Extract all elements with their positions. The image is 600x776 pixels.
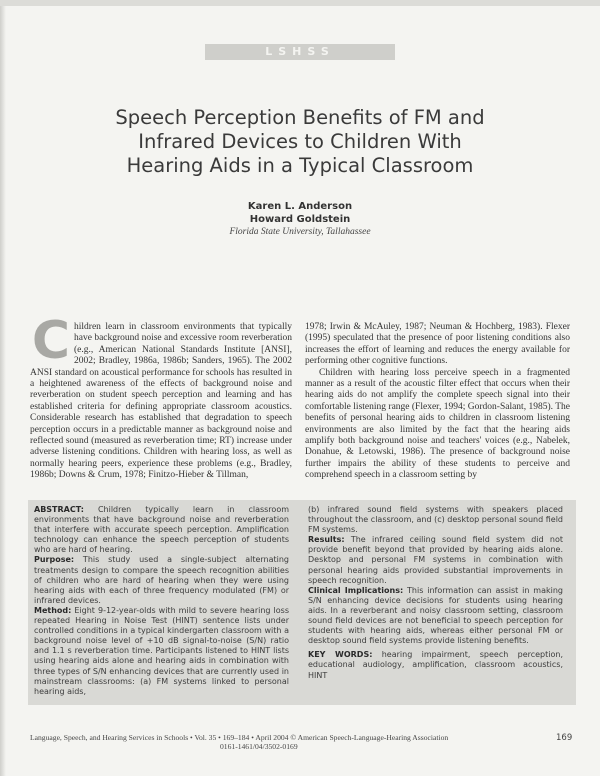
abstract-paragraph [34,606,289,697]
abstract-label: Results: [308,535,345,545]
abstract-text: The infrared ceiling sound field system did not provide benefit beyond that provided by hearing aids alone. Desktop and personal FM systems in combination with personal hearing aids provided substantial improvements in speech recognition. [308,535,563,585]
body-paragraph-text: hildren learn in classroom environments that typically have background noise and excessive room reverberation (e.g., American National Standards Institute [ANSI], 2002; Bradley, 1986a, 1986b; Sanders, 1965). The 2002 ANSI standard on acoustical performance for schools has resulted in a heightened awareness of the effects of background noise and reverberation on student speech perception and learning and has established criteria for defining appropriate classroom acoustics. Considerable research has established that degradation to speech perception occurs in a predictable manner as background noise and reflected sound (measured as reverberation time; RT) increase under adverse listening conditions. Children with hearing loss, as well as normally hearing peers, experience these problems (e.g., Bradley, 1986b; Downs & Crum, 1978; Finitzo-Hieber & Tillman, [30,322,292,481]
scan-top-strip [0,0,600,6]
abstract-text: Children typically learn in classroom environments that have background noise and reverberation that interfere with accurate speech perception. Amplification technology can enhance the speech perception of students who are hard of hearing. [34,505,289,555]
issn-line: 0161-1461/04/3502-0169 [220,742,298,751]
abstract-label: Clinical Implications: [308,585,404,595]
body-paragraph: Children with hearing loss perceive speech in a fragmented manner as a result of the acoustic filter effect that occurs when their hearing aids do not amplify the complete speech signal into their comfortable listening range (Flexer, 1994; Gordon-Salant, 1985). The benefits of personal hearing aids to children in classroom listening environments are also limited by the fact that the hearing aids amplify both background noise and teachers' voices (e.g., Nabelek, Donahue, & Letowski, 1986). The presence of background noise further impairs the ability of these students to perceive and comprehend speech in a classroom setting by [305,367,570,481]
abstract-paragraph [308,586,563,647]
abstract-text: Eight 9-12-year-olds with mild to severe hearing loss repeated Hearing in Noise Test (HINT) sentence lists under controlled conditions in a typical kindergarten classroom with a background noise level of +10 dB signal-to-noise (S/N) ratio and 1.1 s reverberation time. Participants listened to HINT lists using hearing aids alone and hearing aids in combination with three types of S/N enhancing devices that are currently used in mainstream classrooms: (a) FM systems linked to personal hearing aids, [34,605,289,696]
abstract-text: This information can assist in making S/N enhancing device decisions for students using hearing aids. In a reverberant and noisy classroom setting, classroom sound field devices are not beneficial to speech perception for students with hearing aids, whereas either personal FM or desktop sound field systems provide listening benefits. [308,585,564,646]
abstract-label: Purpose: [34,555,75,565]
abstract-label: Method: [34,605,72,615]
abstract-paragraph [34,505,289,555]
journal-tag: LSHSS [205,44,395,60]
drop-cap-space [30,322,74,362]
abstract-text: (b) infrared sound field systems with speakers placed throughout the classroom, and (c) desktop personal sound field FM systems. [308,505,563,535]
abstract-text: hearing impairment, speech perception, educational audiology, amplification, classroom acoustics, HINT [308,650,563,680]
page-edge-shadow [0,0,6,776]
abstract-label: ABSTRACT: [34,505,84,514]
body-column-left [30,322,292,482]
author-name: Karen L. Anderson [247,201,353,212]
abstract-paragraph [308,535,563,585]
author-name: Howard Goldstein [249,214,351,225]
abstract-paragraph [34,555,289,605]
journal-citation: Language, Speech, and Hearing Services in Schools • Vol. 35 • 169–184 • April 2004 © American Speech-Language-Hearing Association [30,733,449,742]
affiliation: Florida State University, Tallahassee [229,227,371,237]
title-line: Speech Perception Benefits of FM and [115,106,485,129]
abstract-text: This study used a single-subject alternating treatments design to compare the speech recognition abilities of children who are hard of hearing when they were using hearing aids with each of three frequency modulated (FM) or infrared devices. [34,555,289,605]
body-paragraph: 1978; Irwin & McAuley, 1987; Neuman & Hochberg, 1983). Flexer (1995) speculated that the presence of poor listening conditions also increases the effort of learning and reduces the energy available for performing other cognitive functions. [305,322,570,367]
abstract-column-left [34,505,289,697]
author-block [150,200,450,239]
title-line: Infrared Devices to Children With [138,130,462,153]
abstract-column-right [308,505,563,681]
page-footer [30,733,550,751]
page-number: 169 [556,733,573,743]
article-title [60,106,540,178]
abstract-paragraph [308,650,563,680]
abstract-label: KEY WORDS: [308,650,373,660]
body-column-right [305,322,570,482]
title-line: Hearing Aids in a Typical Classroom [126,154,474,177]
abstract-paragraph [308,505,563,535]
body-paragraph [30,322,292,482]
drop-cap: C [31,311,71,371]
